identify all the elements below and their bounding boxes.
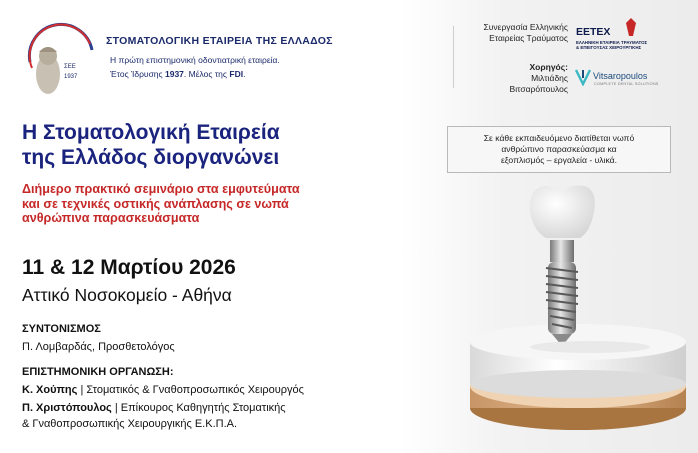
org-founded: Έτος Ίδρυσης 1937. Μέλος της FDI.: [110, 69, 246, 79]
vitsaropoulos-logo-icon: [574, 66, 592, 86]
organizer-2: Π. Χριστόπουλος | Επίκουρος Καθηγητής Στοματικής: [22, 402, 286, 414]
eetex-logo-subtitle: ΕΛΛΗΝΙΚΗ ΕΤΑΙΡΕΙΑ ΤΡΑΥΜΑΤΟΣ & ΕΠΕΙΓΟΥΣΑΣ ΧΕΙΡΟΥΡΓΙΚΗΣ: [576, 40, 648, 50]
sponsor-label: Χορηγός:: [529, 62, 568, 72]
event-dates: 11 & 12 Μαρτίου 2026: [22, 256, 236, 279]
eetex-emblem-icon: [625, 18, 637, 36]
logo-abbr: ΣΕΕ: [64, 64, 76, 70]
scientific-org-label: ΕΠΙΣΤΗΜΟΝΙΚΗ ΟΡΓΑΝΩΣΗ:: [22, 366, 174, 378]
event-venue: Αττικό Νοσοκομείο - Αθήνα: [22, 285, 232, 305]
sponsor-name: Μιλτιάδης Βιτσαρόπουλος: [509, 73, 568, 94]
seminar-subtitle: Διήμερο πρακτικό σεμινάριο στα εμφυτεύματα και σε τεχνικές οστικής ανάπλασης σε νωπά ανθρώπινα παρασκευάσματα: [22, 182, 300, 225]
org-tagline: Η πρώτη επιστημονική οδοντιατρική εταιρεία.: [110, 55, 280, 65]
logo-year: 1937: [64, 74, 78, 80]
vitsaropoulos-logo-sub: COMPLETE DENTAL SOLUTIONS: [594, 82, 659, 86]
eetex-logo-title: EETEX: [576, 26, 611, 38]
organizer-2-cont: & Γναθοπροσωπικής Χειρουργικής Ε.Κ.Π.Α.: [22, 418, 238, 430]
organizer-1: Κ. Χούπης | Στοματικός & Γναθοπροσωπικός Χειρουργός: [22, 384, 304, 396]
coordinator-name: Π. Λομβαρδάς, Προσθετολόγος: [22, 341, 175, 353]
org-name: ΣΤΟΜΑΤΟΛΟΓΙΚΗ ΕΤΑΙΡΕΙΑ ΤΗΣ ΕΛΛΑΔΟΣ: [106, 35, 333, 47]
vitsaropoulos-logo-name: Vitsaropoulos: [593, 71, 648, 81]
dental-implant-illustration: [420, 180, 698, 453]
materials-note: Σε κάθε εκπαιδευόμενο διατίθεται νωπό ανθρώπινο παρασκεύασμα κα εξοπλισμός – εργαλεία - υλικά.: [447, 126, 671, 173]
coordination-label: ΣΥΝΤΟΝΙΣΜΟΣ: [22, 323, 101, 335]
headline: Η Στοματολογική Εταιρεία της Ελλάδος διοργανώνει: [22, 121, 280, 169]
society-logo: [22, 22, 100, 100]
collaboration-text: Συνεργασία Ελληνικής Εταιρείας Τραύματος: [483, 22, 568, 43]
